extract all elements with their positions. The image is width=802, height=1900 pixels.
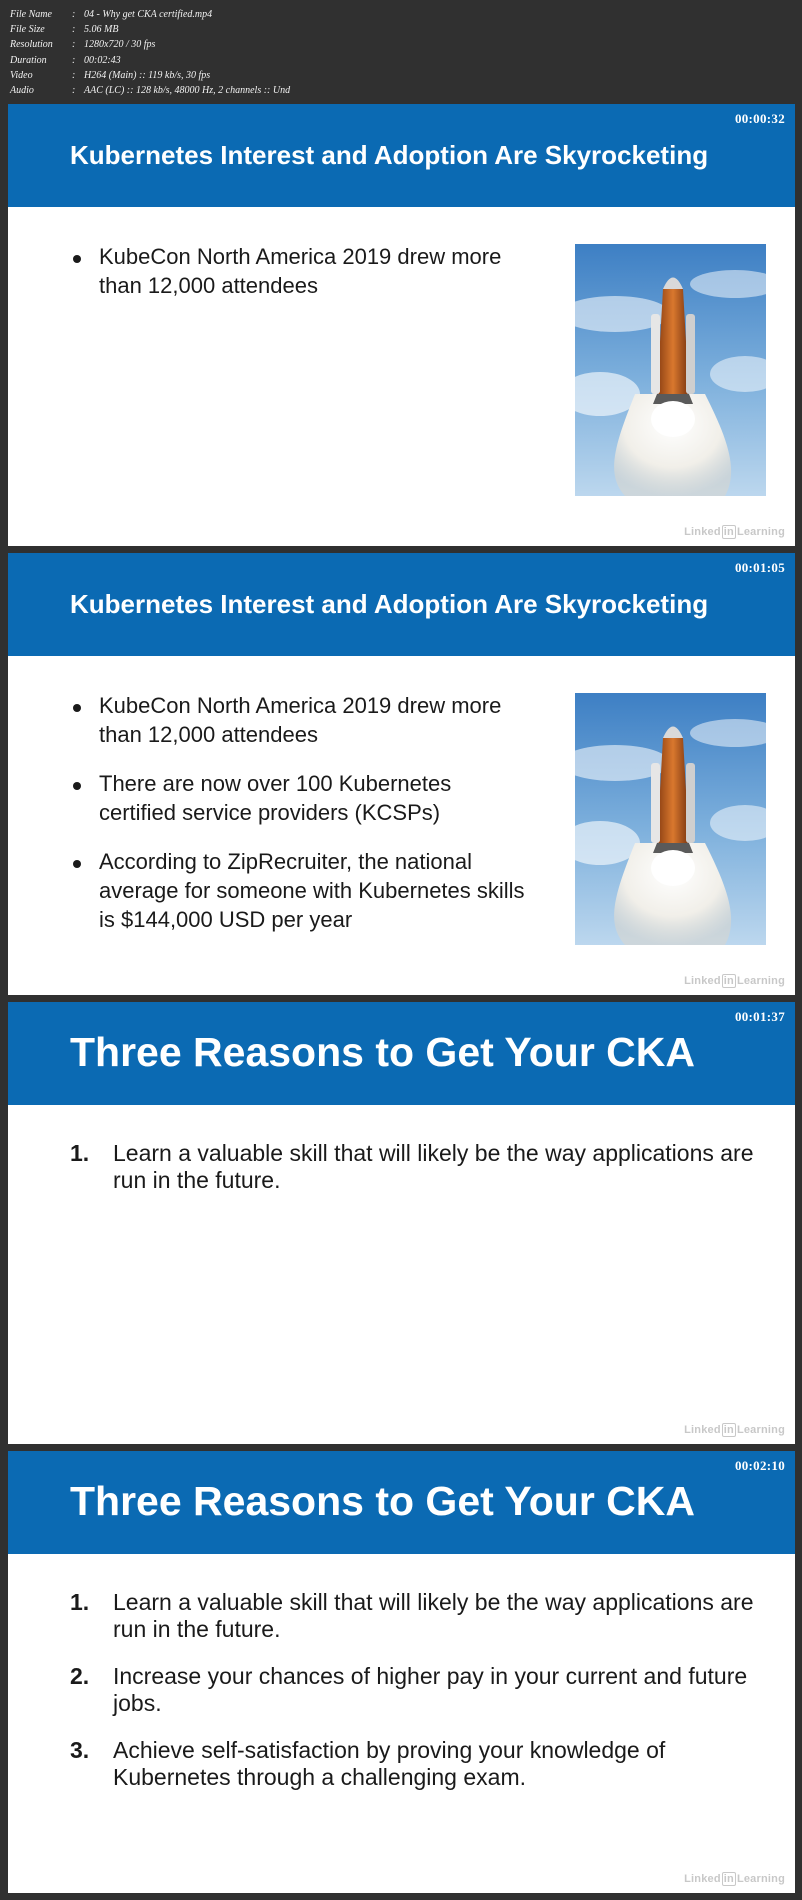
numbered-item bbox=[70, 1589, 770, 1643]
file-info-value: 04 - Why get CKA certified.mp4 bbox=[84, 9, 213, 20]
file-info-row bbox=[10, 37, 290, 52]
linkedin-learning-logo bbox=[684, 974, 785, 988]
logo-text: Learning bbox=[736, 526, 785, 538]
file-info-separator: : bbox=[72, 85, 76, 97]
bullet-dot-icon bbox=[73, 782, 81, 790]
bullet-text: According to ZipRecruiter, the national average for someone with Kubernetes skills is $144,000 USD per year bbox=[99, 849, 525, 932]
video-frame-4 bbox=[8, 1451, 795, 1893]
slide-title: Three Reasons to Get Your CKA bbox=[70, 1029, 695, 1075]
logo-box: in bbox=[723, 975, 734, 987]
bullet-dot-icon bbox=[73, 255, 81, 263]
item-number: 1. bbox=[70, 1140, 90, 1166]
logo-text: Linked bbox=[684, 526, 721, 538]
slide-title-banner bbox=[8, 104, 795, 207]
file-info-key: File Size bbox=[10, 24, 45, 36]
slide-title-banner bbox=[8, 1002, 795, 1105]
file-info-row bbox=[10, 22, 290, 37]
file-info-separator: : bbox=[72, 54, 76, 66]
logo-box: in bbox=[723, 526, 734, 538]
logo-text: Linked bbox=[684, 1424, 721, 1436]
video-frame-1 bbox=[8, 104, 795, 546]
frame-timestamp: 00:01:05 bbox=[734, 560, 785, 575]
logo-text: Linked bbox=[684, 975, 721, 987]
slide-title-banner bbox=[8, 1451, 795, 1554]
numbered-item bbox=[70, 1663, 770, 1717]
item-number: 3. bbox=[70, 1737, 90, 1763]
linkedin-learning-logo bbox=[684, 1872, 785, 1886]
file-info-key: Audio bbox=[10, 85, 34, 97]
numbered-list bbox=[70, 1589, 770, 1811]
slide-title: Kubernetes Interest and Adoption Are Skyrocketing bbox=[70, 140, 709, 170]
bullet-item bbox=[70, 242, 525, 300]
bullet-text: There are now over 100 Kubernetes certified service providers (KCSPs) bbox=[99, 771, 452, 825]
file-info-row bbox=[10, 53, 290, 68]
slide-title: Kubernetes Interest and Adoption Are Skyrocketing bbox=[70, 589, 709, 619]
logo-box: in bbox=[723, 1424, 734, 1436]
item-number: 2. bbox=[70, 1663, 90, 1689]
file-info-panel bbox=[10, 7, 290, 98]
item-text: Learn a valuable skill that will likely be the way applications are run in the future. bbox=[113, 1140, 754, 1193]
file-info-key: Video bbox=[10, 69, 33, 81]
linkedin-learning-logo bbox=[684, 525, 785, 539]
item-number: 1. bbox=[70, 1589, 90, 1615]
logo-text: Linked bbox=[684, 1873, 721, 1885]
frame-timestamp: 00:02:10 bbox=[734, 1458, 785, 1473]
file-info-row bbox=[10, 68, 290, 83]
bullet-list bbox=[70, 691, 525, 954]
bullet-item bbox=[70, 769, 525, 827]
file-info-separator: : bbox=[72, 39, 76, 51]
logo-text: Learning bbox=[736, 1424, 785, 1436]
item-text: Increase your chances of higher pay in your current and future jobs. bbox=[113, 1663, 748, 1716]
file-info-value: H264 (Main) :: 119 kb/s, 30 fps bbox=[84, 69, 211, 81]
file-info-separator: : bbox=[72, 24, 76, 36]
bullet-text: KubeCon North America 2019 drew more than 12,000 attendees bbox=[99, 693, 502, 747]
numbered-item bbox=[70, 1140, 770, 1194]
slide-title-banner bbox=[8, 553, 795, 656]
frame-timestamp: 00:01:37 bbox=[734, 1009, 785, 1024]
logo-text: Learning bbox=[736, 975, 785, 987]
file-info-separator: : bbox=[72, 9, 76, 20]
file-info-key: Resolution bbox=[10, 39, 53, 51]
file-info-value: 5.06 MB bbox=[84, 24, 119, 36]
bullet-item bbox=[70, 847, 525, 934]
bullet-item bbox=[70, 691, 525, 749]
logo-box: in bbox=[723, 1873, 734, 1885]
frame-timestamp: 00:00:32 bbox=[734, 111, 785, 126]
file-info-value: 00:02:43 bbox=[84, 54, 121, 66]
item-text: Achieve self-satisfaction by proving your knowledge of Kubernetes through a challenging exam. bbox=[113, 1737, 666, 1790]
bullet-dot-icon bbox=[73, 860, 81, 868]
numbered-item bbox=[70, 1737, 770, 1791]
file-info-row bbox=[10, 83, 290, 98]
slide-title: Three Reasons to Get Your CKA bbox=[70, 1478, 695, 1524]
file-info-key: Duration bbox=[10, 54, 47, 66]
bullet-list bbox=[70, 242, 525, 320]
video-frame-3 bbox=[8, 1002, 795, 1444]
logo-text: Learning bbox=[736, 1873, 785, 1885]
item-text: Learn a valuable skill that will likely be the way applications are run in the future. bbox=[113, 1589, 754, 1642]
bullet-text: KubeCon North America 2019 drew more than 12,000 attendees bbox=[99, 244, 502, 298]
file-info-row bbox=[10, 7, 290, 22]
file-info-value: AAC (LC) :: 128 kb/s, 48000 Hz, 2 channels :: Und bbox=[84, 85, 291, 97]
file-info-separator: : bbox=[72, 69, 76, 81]
file-info-value: 1280x720 / 30 fps bbox=[84, 39, 156, 51]
numbered-list bbox=[70, 1140, 770, 1214]
video-frame-2 bbox=[8, 553, 795, 995]
file-info-key: File Name bbox=[10, 9, 52, 20]
rocket-launch-image bbox=[575, 693, 766, 945]
rocket-launch-image bbox=[575, 244, 766, 496]
bullet-dot-icon bbox=[73, 704, 81, 712]
linkedin-learning-logo bbox=[684, 1423, 785, 1437]
